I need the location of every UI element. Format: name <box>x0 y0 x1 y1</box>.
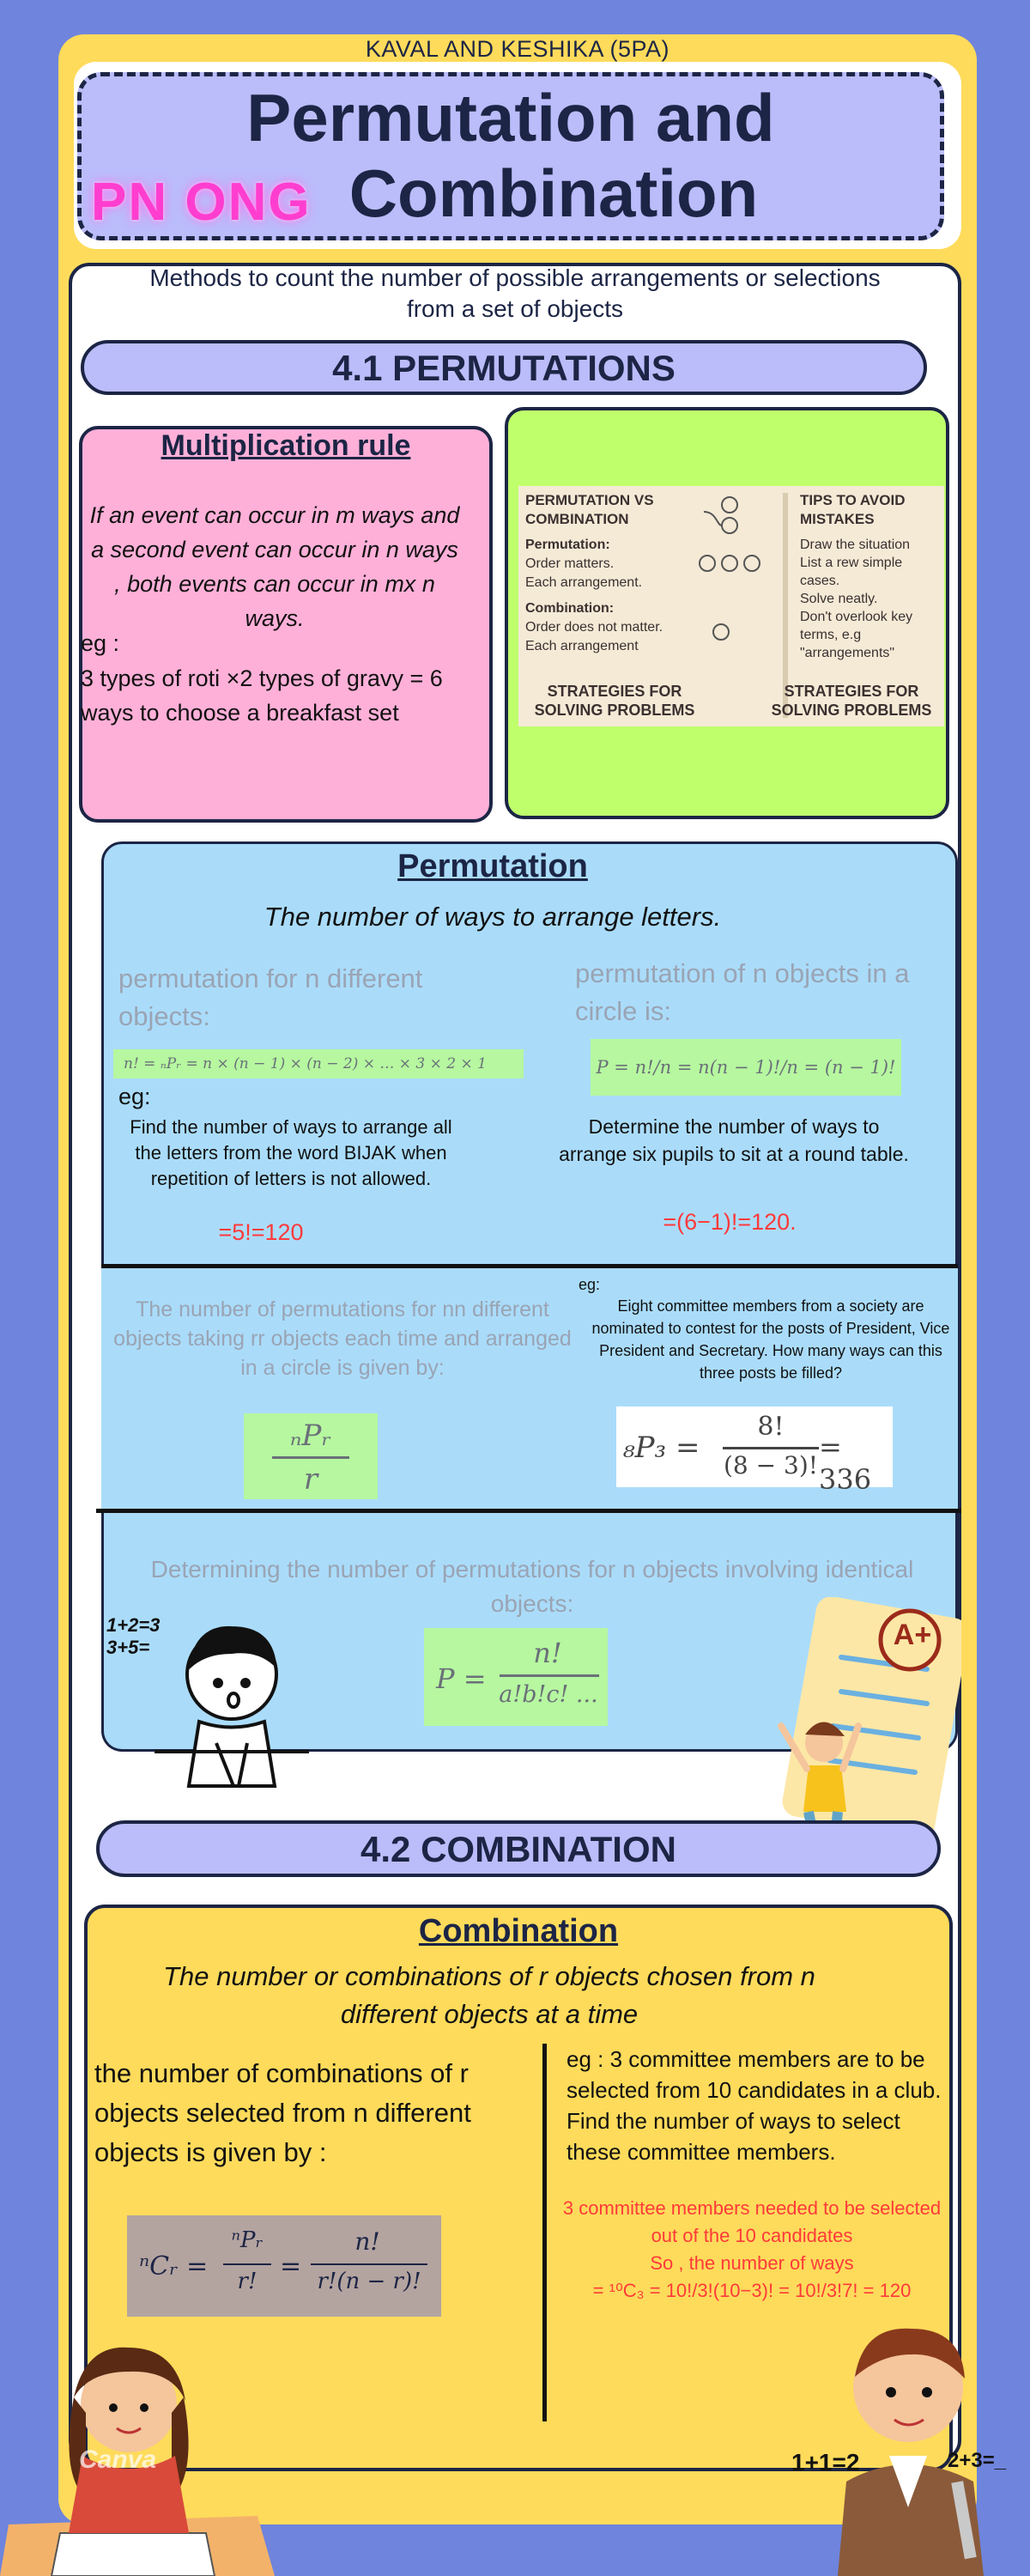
doodle-math-line: 3+5= <box>106 1637 150 1658</box>
circle-r-text: The number of permutations for nn different objects taking rr objects each time and arranged in a circle is given by: <box>113 1297 572 1380</box>
permutation-heading: Permutation <box>397 848 588 884</box>
combination-answer-line: = ¹⁰C₃ = 10!/3!(10−3)! = 10!/3!7! = 120 <box>592 2280 912 2301</box>
combination-formula-mid-num: ⁿPᵣ <box>231 2227 264 2253</box>
tip-item: Draw the situation <box>800 538 911 552</box>
identical-formula-num: n! <box>533 1637 562 1669</box>
circle-r-formula <box>244 1413 378 1499</box>
doodle-math-line: 1+2=3 <box>106 1614 161 1636</box>
footer-math-1: 1+1=2 <box>791 2449 860 2476</box>
circle-r-formula-den: r <box>303 1462 318 1497</box>
identical-formula <box>424 1628 608 1726</box>
combination-formula-mid-den: r! <box>237 2269 258 2294</box>
fraction-bar <box>223 2263 271 2265</box>
tip-item: Don't overlook key terms, e.g "arrangements" <box>800 610 913 660</box>
boy-illustration-icon <box>829 2310 992 2576</box>
footer-math-2: 2+3=_ <box>948 2449 1007 2472</box>
divider-line <box>101 1264 958 1268</box>
tips-left-footer: STRATEGIES FOR SOLVING PROBLEMS <box>534 683 695 719</box>
identical-text: Determining the number of permutations for n objects involving identical objects: <box>150 1556 914 1617</box>
student-writing-illustration-icon <box>137 1614 318 1812</box>
tips-perm-item: Each arrangement. <box>525 575 643 590</box>
section-combination-pill: 4.2 COMBINATION <box>96 1820 941 1877</box>
combination-left-text: the number of combinations of r objects selected from n different objects is given by : <box>94 2058 471 2167</box>
fraction-bar <box>500 1674 599 1677</box>
combination-answer-line: 3 committee members needed to be selected out of the 10 candidates <box>562 2197 942 2246</box>
identical-formula-left: P = <box>436 1662 487 1695</box>
grade-badge: A+ <box>893 1619 932 1651</box>
combination-subtitle: The number or combinations of r objects chosen from n different objects at a time <box>163 1961 815 2029</box>
combination-heading: Combination <box>418 1913 619 1949</box>
tips-list <box>800 536 937 662</box>
combination-answer <box>554 2195 949 2305</box>
multiplication-rule-heading: Multiplication rule <box>161 429 411 462</box>
tip-item: Solve neatly. <box>800 592 878 606</box>
permutation-left-example: Find the number of ways to arrange all the letters from the word BIJAK when repetition of letters is not allowed. <box>130 1116 452 1189</box>
page-title-line2: Combination <box>348 155 759 231</box>
combination-formula-lhs: ⁿCᵣ = <box>139 2251 209 2281</box>
permutation-right-formula: P = n!/n = n(n − 1)!/n = (n − 1)! <box>591 1039 901 1096</box>
combination-formula <box>127 2215 441 2317</box>
fraction-bar <box>311 2263 427 2265</box>
divider-line <box>96 1509 961 1513</box>
combination-formula-rhs-num: n! <box>354 2227 380 2256</box>
circles-illustration-icon <box>687 495 781 649</box>
permutation-left-label: permutation for n different objects: <box>118 963 423 1031</box>
tips-right-title: TIPS TO AVOID MISTAKES <box>800 492 906 527</box>
permutation-left-answer: =5!=120 <box>218 1219 304 1245</box>
permutation-right-label: permutation of n objects in a circle is: <box>575 958 910 1026</box>
multiplication-example: 3 types of roti ×2 types of gravy = 6 ways to choose a breakfast set <box>81 665 443 726</box>
eg2-text: Eight committee members from a society are nominated to contest for the posts of President, Vice President and Secretary. How many ways can this three posts be filled? <box>591 1297 950 1382</box>
equals-sign: = <box>280 2251 302 2281</box>
eg2-formula-num: 8! <box>757 1412 785 1442</box>
section-permutations-pill: 4.1 PERMUTATIONS <box>81 340 927 395</box>
tips-perm-item: Order matters. <box>525 556 615 571</box>
circle-r-formula-num: ₙPᵣ <box>289 1419 332 1453</box>
tips-right-footer: STRATEGIES FOR SOLVING PROBLEMS <box>771 683 932 719</box>
page-title-line1: Permutation and <box>246 80 775 155</box>
permutation-subtitle: The number of ways to arrange letters. <box>264 902 722 932</box>
permutation-right-example: Determine the number of ways to arrange six pupils to sit at a round table. <box>559 1115 909 1165</box>
tips-left-title: PERMUTATION VS COMBINATION <box>525 492 654 527</box>
combination-divider <box>542 2044 547 2421</box>
multiplication-eg-label: eg : <box>81 630 120 656</box>
eg2-label: eg: <box>579 1276 601 1293</box>
intro-text: Methods to count the number of possible arrangements or selections from a set of objects <box>149 264 881 322</box>
multiplication-rule-text: If an event can occur in m ways and a second event can occur in n ways , both events can occur in mx n ways. <box>89 502 460 631</box>
permutation-eg-label: eg: <box>118 1084 151 1109</box>
eg2-formula <box>616 1406 893 1496</box>
combination-eg-text: eg : 3 committee members are to be selected from 10 candidates in a club. Find the number of ways to select these committee members. <box>566 2046 942 2165</box>
tips-comb-label: Combination: <box>525 601 615 616</box>
eg2-formula-den: (8 − 3)! <box>724 1451 818 1479</box>
fraction-bar <box>272 1456 349 1459</box>
canva-watermark: Canva <box>79 2445 157 2474</box>
fraction-bar <box>723 1447 819 1449</box>
eg2-formula-left: ₈P₃ = <box>623 1431 700 1465</box>
tips-comb-item: Order does not matter. <box>525 620 663 635</box>
eg2-formula-right: = 336 <box>819 1431 872 1496</box>
authors-label: KAVAL AND KESHIKA (5PA) <box>365 36 670 62</box>
tip-item: List a rew simple cases. <box>800 556 903 588</box>
tips-comb-item: Each arrangement <box>525 639 639 653</box>
combination-formula-rhs-den: r!(n − r)! <box>317 2269 421 2294</box>
tips-perm-label: Permutation: <box>525 538 610 552</box>
combination-answer-line: So , the number of ways <box>650 2252 854 2274</box>
neon-logo: PN ONG <box>91 173 312 232</box>
identical-formula-den: a!b!c! ... <box>499 1681 598 1708</box>
permutation-left-formula: n! = ₙPᵣ = n × (n − 1) × (n − 2) × … × 3 × 2 × 1 <box>113 1049 524 1078</box>
permutation-right-answer: =(6−1)!=120. <box>663 1209 797 1235</box>
